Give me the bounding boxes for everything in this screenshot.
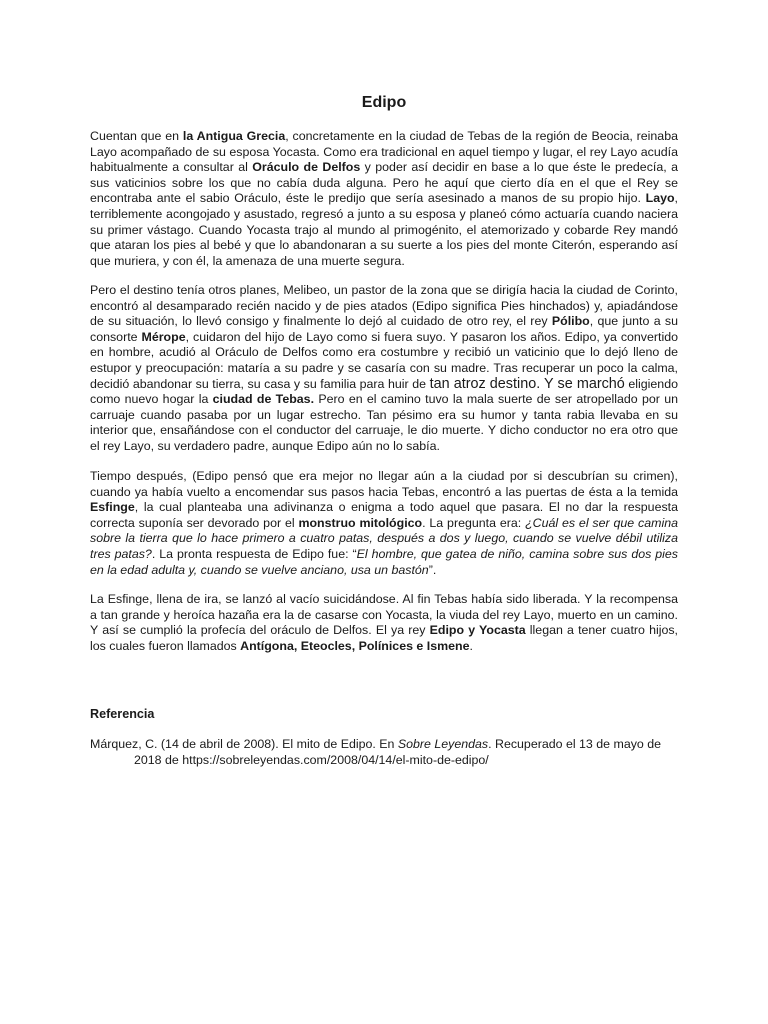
- text-run: ”.: [428, 562, 437, 577]
- paragraph-4: [90, 592, 678, 654]
- text-run: , la cual planteaba una adivinanza o enigma a todo aquel que pasara. El no dar la respuesta correcta suponía ser devorado por el: [90, 500, 678, 530]
- text-run: eligiendo como nuevo hogar la: [90, 376, 678, 407]
- bold-text: Layo: [645, 191, 675, 206]
- text-run: llegan a tener cuatro hijos, los cuales fueron llamados: [90, 623, 678, 653]
- bold-text: Esfinge: [90, 500, 135, 515]
- document-title: Edipo: [361, 94, 407, 111]
- bold-text: la Antigua Grecia: [182, 129, 286, 143]
- paragraph-1: [90, 129, 678, 269]
- text-run: Pero en el camino tuvo la mala suerte de ser atropellado por un carruaje cuando pasaba por un lugar estrecho. Tan pésimo era su humor y tanta rabia llevaba en su interior que, ensañándose con el conductor del carruaje, le dio muerte. Y dicho conductor no era otro que el rey Layo, su verdadero padre, aunque Edipo aún no lo sabía.: [90, 392, 678, 453]
- bold-text: monstruo mitológico: [298, 515, 423, 530]
- paragraph-2: [90, 283, 678, 455]
- text-run: Márquez, C. (14 de abril de 2008). El mito de Edipo. En: [90, 737, 398, 751]
- text-run: La Esfinge, llena de ira, se lanzó al vacío suicidándose. Al fin Tebas había sido liberada. Y la recompensa a tan grande y heroíca hazaña era la de casarse con Yocasta, la viuda del rey Layo, muerto en un camino. Y así se cumplió la profecía del oráculo de Delfos. El ya rey: [90, 592, 678, 638]
- bold-text: Pólibo: [551, 314, 590, 329]
- bold-text: Oráculo de Delfos: [252, 160, 361, 175]
- text-run: , concretamente en la ciudad de Tebas de la región de Beocia, reinaba Layo acompañado de su esposa Yocasta. Como era tradicional en aquel tiempo y lugar, el rey Layo acudía habitualmente a consultar al: [90, 129, 678, 175]
- text-run: Cuentan que en: [90, 129, 183, 143]
- references-heading: Referencia: [90, 707, 155, 721]
- bold-text: ciudad de Tebas.: [212, 392, 315, 407]
- bold-text: Antígona, Eteocles, Polínices e Ismene: [240, 638, 470, 653]
- text-run: . La pregunta era:: [422, 515, 526, 530]
- riddle-answer: El hombre, que gatea de niño, camina sobre sus dos pies en la edad adulta y, cuando se vuelve anciano, usa un bastón: [90, 546, 678, 577]
- riddle-question: ¿Cuál es el ser que camina sobre la tierra que lo hace primero a cuatro patas, después a dos y luego, cuando se vuelve débil utiliza tres patas?: [90, 515, 678, 561]
- text-run: Pero el destino tenía otros planes, Melibeo, un pastor de la zona que se dirigía hacia la ciudad de Corinto, encontró al desamparado recién nacido y de pies atados (Edipo significa Pies hinchados) y, apiadándose de su situación, lo llevó consigo y finalmente lo dejó al cuidado de otro rey, el rey: [90, 283, 678, 329]
- bold-text: Mérope: [141, 329, 186, 344]
- text-run: y poder así decidir en base a lo que éste le predecía, a sus vaticinios sobre los que no cabía duda alguna. Pero he aquí que cierto día en el que el Rey se encontraba ante el sabio Oráculo, éste le predijo que sería asesinado a manos de su propio hijo.: [90, 160, 678, 206]
- reference-entry: [90, 737, 680, 768]
- text-run: Tiempo después, (Edipo pensó que era mejor no llegar aún a la ciudad por si descubrían su crimen), cuando ya había vuelto a encomendar sus pasos hacia Tebas, encontró a las puertas de ésta a la temida: [90, 469, 678, 499]
- text-run: , terriblemente acongojado y asustado, regresó a junto a su esposa y planeó cómo actuaría cuando naciera su primer vástago. Cuando Yocasta trajo al mundo al primogénito, el atemorizado y cobarde Rey mandó que ataran los pies al bebé y que lo abandonaran a su suerte a los pies del monte Citerón, esperando así que muriera, y con él, la amenaza de una muerte segura.: [90, 191, 678, 268]
- bold-text: Edipo y Yocasta: [429, 623, 526, 638]
- paragraph-3: [90, 469, 678, 578]
- larger-text-run: tan atroz destino. Y se marchó: [429, 375, 625, 392]
- text-run: , cuidaron del hijo de Layo como si fuera suyo. Y pasaron los años. Edipo, ya convertido en hombre, acudió al Oráculo de Delfos como era costumbre y recibió un vaticinio que lo dejó lleno de estupor y preocupación: mataría a su padre y se casaría con su madre. Tras recuperar un poco la calma, decidió abandonar su tierra, su casa y su familia para huir de: [90, 329, 679, 391]
- text-run: , que junto a su consorte: [90, 314, 678, 344]
- source-title: Sobre Leyendas: [397, 737, 489, 751]
- text-run: . La pronta respuesta de Edipo fue: “: [151, 546, 357, 561]
- text-run: .: [469, 638, 473, 653]
- text-run: . Recuperado el 13 de mayo de 2018 de https://sobreleyendas.com/2008/04/14/el-mito-de-edipo/: [134, 737, 662, 767]
